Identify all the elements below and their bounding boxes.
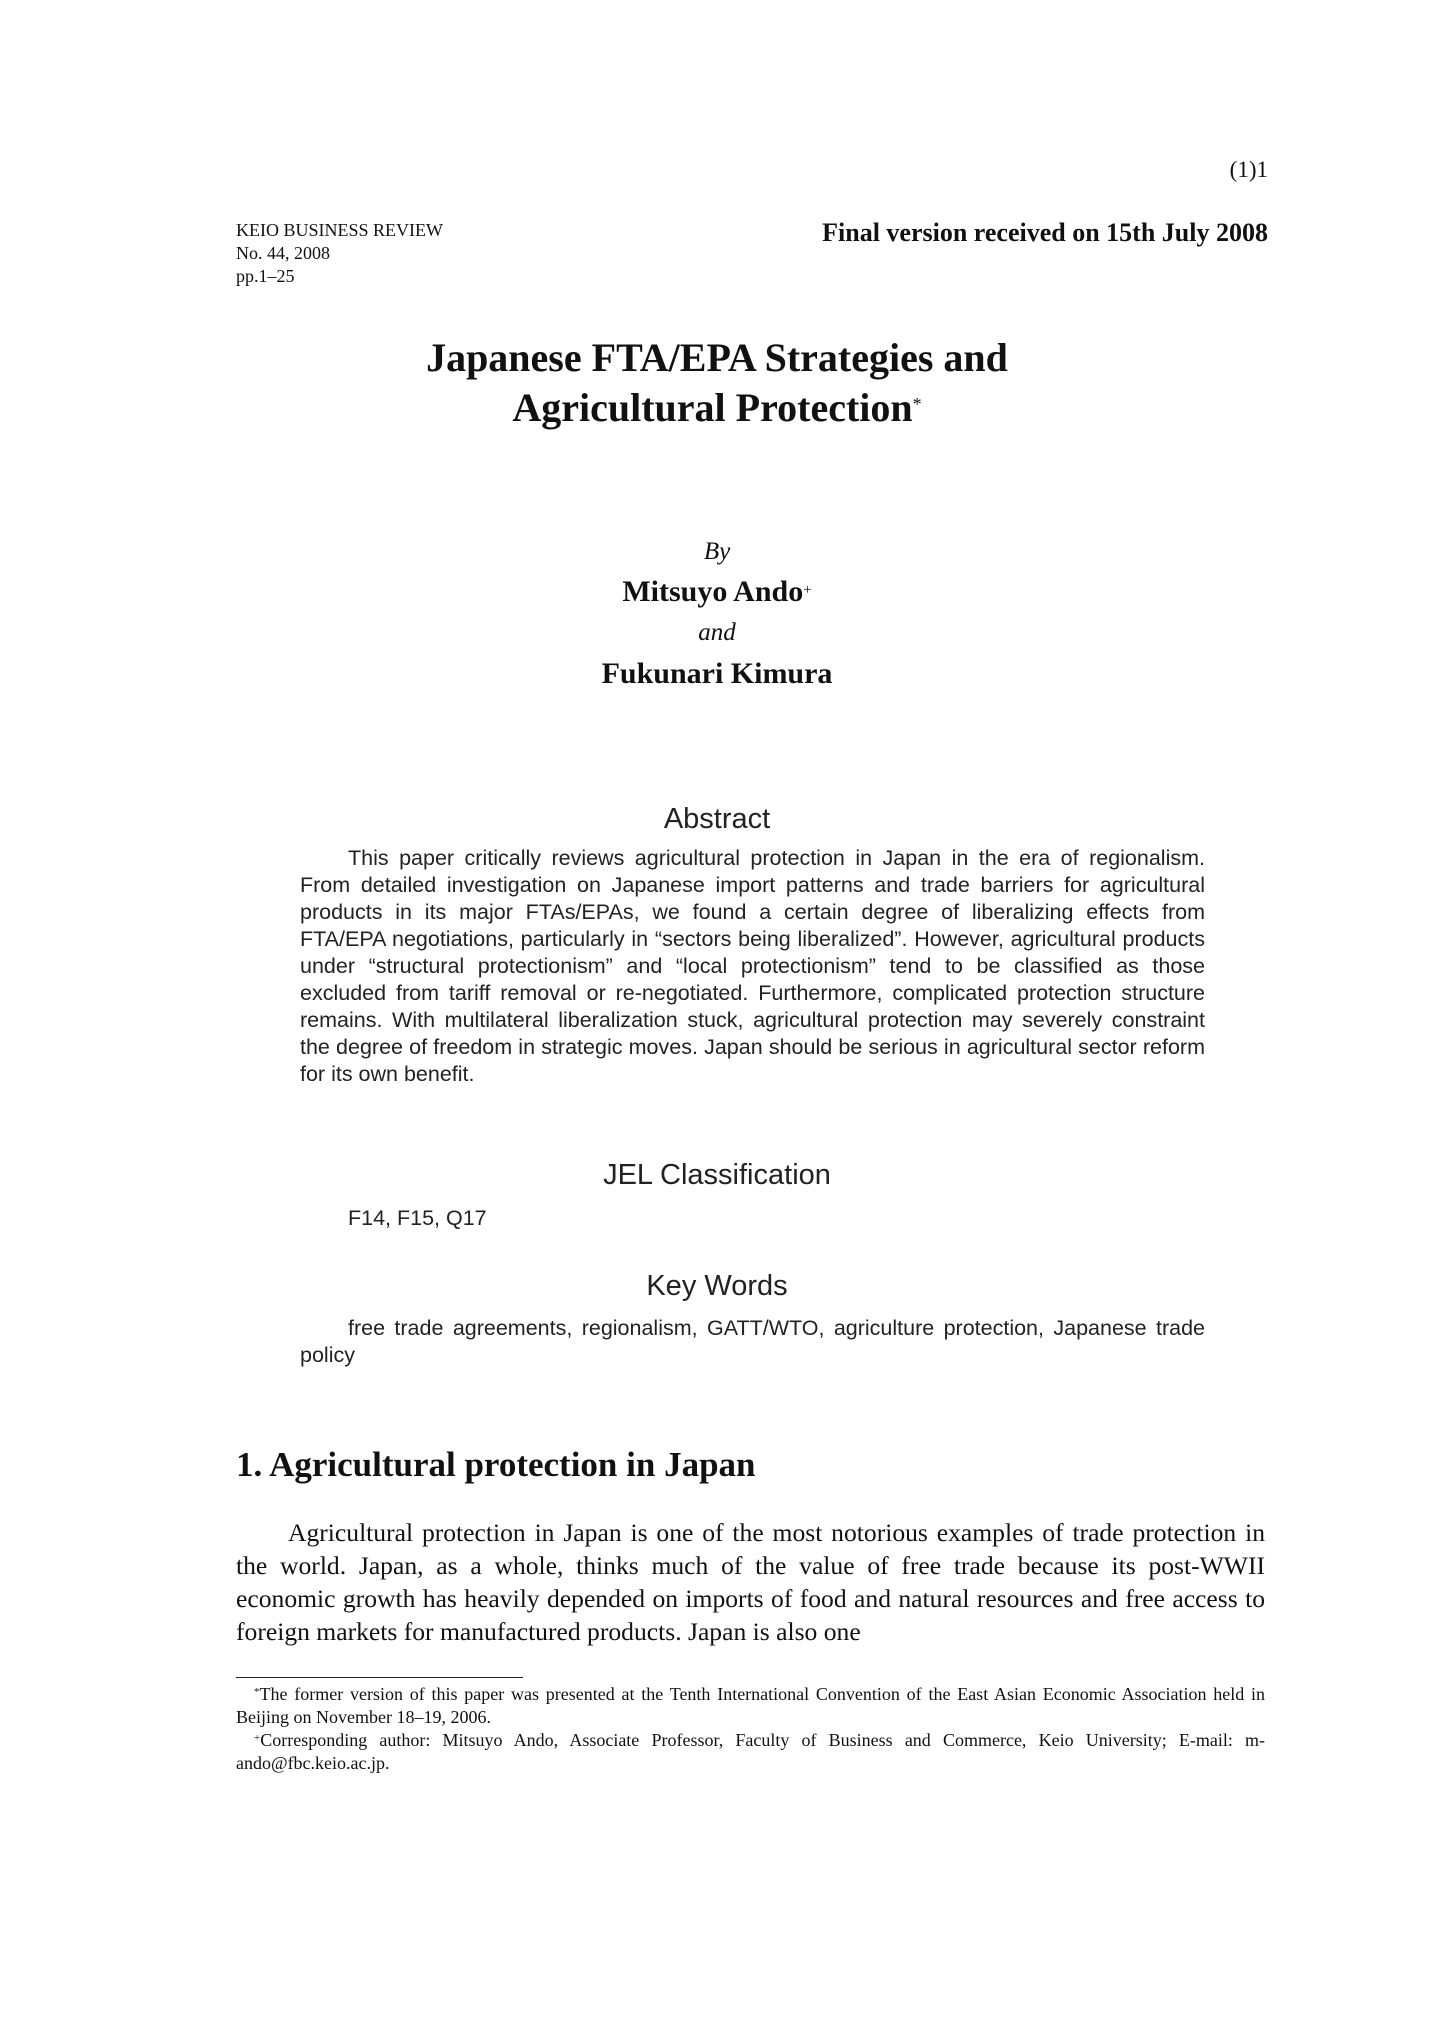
section-1-paragraph: Agricultural protection in Japan is one of the most notorious examples of trade protection in the world. Japan, as a whole, thinks much of the value of free trade because its post-WWII economic growth has heavily depended on imports of food and natural resources and free access to foreign markets for manufactured products. Japan is also one <box>236 1518 1265 1646</box>
abstract-heading: Abstract <box>663 803 771 835</box>
footnote-2-mark: + <box>254 1732 261 1744</box>
author-1 <box>0 569 1434 615</box>
footnote-1-text: The former version of this paper was presented at the Tenth International Convention of the East Asian Economic Association held in Beijing on November 18–19, 2006. <box>236 1684 1265 1727</box>
received-date: Final version received on 15th July 2008 <box>822 218 1268 247</box>
jel-heading: JEL Classification <box>603 1159 831 1191</box>
journal-info <box>236 219 443 288</box>
and-label: and <box>698 619 736 646</box>
title-line-1: Japanese FTA/EPA Strategies and <box>426 335 1008 380</box>
by-label: By <box>703 538 731 565</box>
author-2-name: Fukunari Kimura <box>601 657 833 690</box>
author-block <box>0 535 1434 697</box>
page-number: (1)1 <box>1229 157 1268 182</box>
footnote-2-text: Corresponding author: Mitsuyo Ando, Associate Professor, Faculty of Business and Commerce, Keio University; E-mail: m-ando@fbc.keio.ac.jp. <box>236 1730 1265 1773</box>
title-line-2-text: Agricultural Protection <box>512 385 913 430</box>
abstract-body <box>300 845 1205 1088</box>
section-1-body <box>236 1516 1265 1648</box>
author-1-mark: + <box>803 582 812 598</box>
journal-issue: No. 44, 2008 <box>236 243 330 263</box>
footnotes <box>236 1683 1265 1775</box>
author-1-name: Mitsuyo Ando <box>622 575 804 608</box>
abstract-text: This paper critically reviews agricultural protection in Japan in the era of regionalism. From detailed investigation on Japanese import patterns and trade barriers for agricultural products in its major FTAs/EPAs, we found a certain degree of liberalizing effects from FTA/EPA negotiations, particularly in “sectors being liberalized”. However, agricultural products under “structural protectionism” and “local protectionism” tend to be classified as those excluded from tariff removal or re-negotiated. Furthermore, complicated protection structure remains. With multilateral liberalization stuck, agricultural protection may severely constraint the degree of freedom in strategic moves. Japan should be serious in agricultural sector reform for its own benefit. <box>300 846 1205 1086</box>
footnote-divider <box>236 1677 523 1678</box>
jel-codes: F14, F15, Q17 <box>348 1206 487 1230</box>
keywords-text: free trade agreements, regionalism, GATT/WTO, agriculture protection, Japanese trade policy <box>300 1316 1205 1367</box>
title-footnote-mark: * <box>912 394 922 414</box>
keywords-heading: Key Words <box>646 1270 788 1302</box>
footnote-1-mark: * <box>254 1686 260 1698</box>
keywords-body <box>300 1315 1205 1369</box>
footnote-1 <box>236 1683 1265 1729</box>
journal-pages: pp.1–25 <box>236 266 295 286</box>
section-1-heading: 1. Agricultural protection in Japan <box>236 1445 756 1484</box>
journal-name: KEIO BUSINESS REVIEW <box>236 220 443 240</box>
title-line-2 <box>0 383 1434 433</box>
paper-title <box>0 333 1434 433</box>
footnote-2 <box>236 1729 1265 1775</box>
